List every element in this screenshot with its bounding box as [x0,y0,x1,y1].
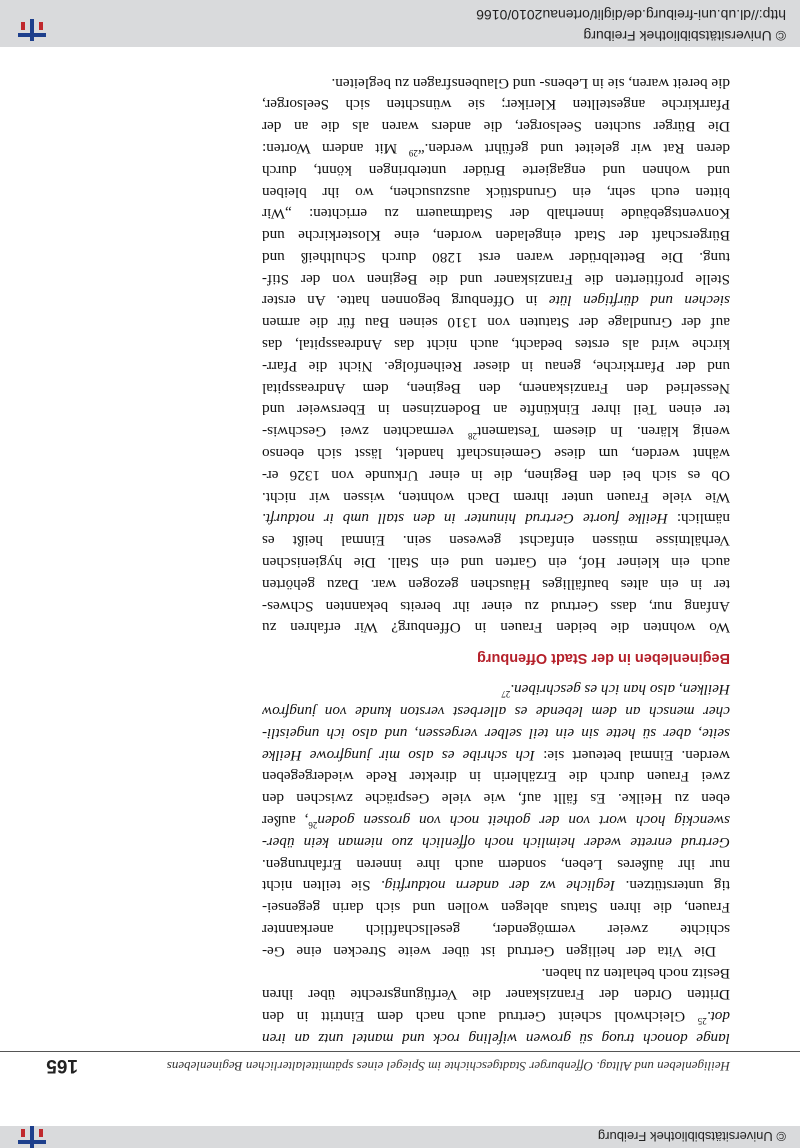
text-line: Wo wohnten die beiden Frauen in Offenburg? Wir erfahren zu [262,619,730,637]
text-line: Die Bürger suchten Seelsorger, die anders waren als die an der [262,118,730,136]
text-line: auf der Grundlage der Statuten von 1310 seinen Bau für die armen [262,314,730,332]
text-line: swenckig hoch wort von der gotheit noch von grossen goden$^{26}$, außer [262,812,730,831]
text-line: Die Vita der heiligen Gertrud ist über weite Strecken eine Ge- [262,942,716,960]
text-line: Besitz noch behalten zu haben. [541,964,730,982]
text-line: Frauen, die ihren Status ablegen wollen und sich darin gegensei- [262,899,730,917]
text-line: ter in ein altes baufälliges Häuschen gezogen war. Dazu gehörten [262,575,730,593]
text-line: und der Pfarrkirche, genau in dieser Reihenfolge. Nicht die Pfarr- [262,357,730,375]
text-line: schichte zweier vermögender, gesellschaftlich anerkannter [262,921,730,939]
text-line: Pfarrkirche angestellten Kleriker; sie wünschten sich Seelsorger, [262,96,730,114]
library-credit-top: © Universitätsbibliothek Freiburg [597,1129,786,1144]
text-line: tig unterstützen. Iegliche wz der andern notdurftig. Sie teilten nicht [262,877,730,895]
text-line: auch ein kleiner Hof, ein Garten und ein Stall. Die hygienischen [262,554,730,572]
viewer-top-bar [0,1126,800,1148]
text-line: Konventsgebäude innerhalb der Stadtmauern zu errichten: „Wir [262,205,730,223]
text-line: siechen und dürftigen lüte in Offenburg begonnen hatte. An erster [262,292,730,310]
text-line: Dritten Orden der Franziskaner die Verfügungsrechte über ihren [262,986,730,1004]
text-line: eben zu Heilke. Es fällt auf, wie viele Gespräche zwischen den [262,790,730,808]
text-line: deren Rat wir geleitet und geführt werden.“$^{29}$ Mit andern Worten: [262,139,730,158]
text-line: die bereit waren, sie in Lebens- und Glaubensfragen zu begleiten. [331,74,730,92]
text-line: Ob es sich bei den Beginen, die in einer Urkunde von 1326 er- [262,466,730,484]
running-head: Heiligenleben und Alltag. Offenburger Stadtgeschichte im Spiegel eines spätmittelalterlichen Beginenlebens [166,1059,730,1074]
text-line: bitten euch sehr, ein Grundstück auszusuchen, wo ihr bleiben [262,183,730,201]
text-line: Anfang nur, dass Gertrud zu einer ihr bereits bekannten Schwes- [262,597,730,615]
viewer-bottom-bar [0,0,800,47]
text-line: Heilken, also han ich es geschriben.$^{27}$ [501,681,730,700]
library-logo-icon [18,19,46,41]
body-text [262,72,730,1049]
text-line: ter einen Teil ihrer Einkünfte an Bodenzinsen in Ebersweier und [262,401,730,419]
text-line: Gertrud enrette weder heimlich noch offenlich zuo nieman kein über- [262,833,730,851]
permalink-url[interactable]: http://dl.ub.uni-freiburg.de/diglit/ortenau2010/0166 [476,7,786,23]
library-credit-bottom: © Universitätsbibliothek Freiburg [583,28,786,44]
text-line: Stelle profitierten die Franziskaner und die Beginen von der Stif- [262,270,730,288]
text-line: Verhältnisse müssen einfachst gewesen sein. Einmal heißt es [262,532,730,550]
text-line: Wie viele Frauen unter ihrem Dach wohnten, wissen wir nicht. [262,488,730,506]
text-line: wenig klären. In diesem Testament$^{28}$ vermachten zwei Geschwis- [262,423,730,442]
text-line: dot.$^{25}$ Gleichwohl scheint Gertrud auch nach dem Eintritt in den [262,1008,730,1027]
section-heading: Beginenleben in der Stadt Offenburg [477,650,730,667]
text-line: kirche wird als erstes bedacht, auch nicht das Andreasspital, das [262,336,730,354]
text-line: lange donoch truog sü growen wifeling rock und mantel untz an iren [262,1030,730,1047]
text-line: nämlich: Heilke fuorte Gertrud hinunter in den stall umb ir notdurft. [262,510,730,528]
text-line: und wohnen und engagierte Brüder unterbringen könnt, durch [262,161,730,179]
text-line: Bürgerschaft der Stadt eingeladen worden, eine Klosterkirche und [262,227,730,245]
text-line: werden. Einmal beteuert sie: Ich schribe es also mir jungfrowe Heilke [262,746,730,764]
text-line: wähnt werden, um diese Gemeinschaft handelt, lässt sich ebenso [262,445,730,463]
text-line: nur ihr äußeres Leben, sondern auch ihre inneren Erfahrungen. [262,855,730,873]
page-number: 165 [46,1055,78,1076]
library-logo-icon [18,1126,46,1148]
text-line: tung. Die Bettelbrüder waren erst 1280 durch Schultheiß und [262,248,730,266]
text-line: Nesselried den Franziskanern, den Beginen, dem Andreasspital [262,379,730,397]
header-rule [0,1051,800,1052]
text-line: seite, aber sü hette sin ein teil selber vergessen, und also ich ungeistli- [262,724,730,742]
page-header [0,1052,730,1076]
text-line: cher mensch an dem lebende es allerbest verston kunde von jungfrow [262,703,730,721]
text-line: zwei Frauen durch die Erzählerin in direkter Rede wiedergegeben [262,768,730,786]
